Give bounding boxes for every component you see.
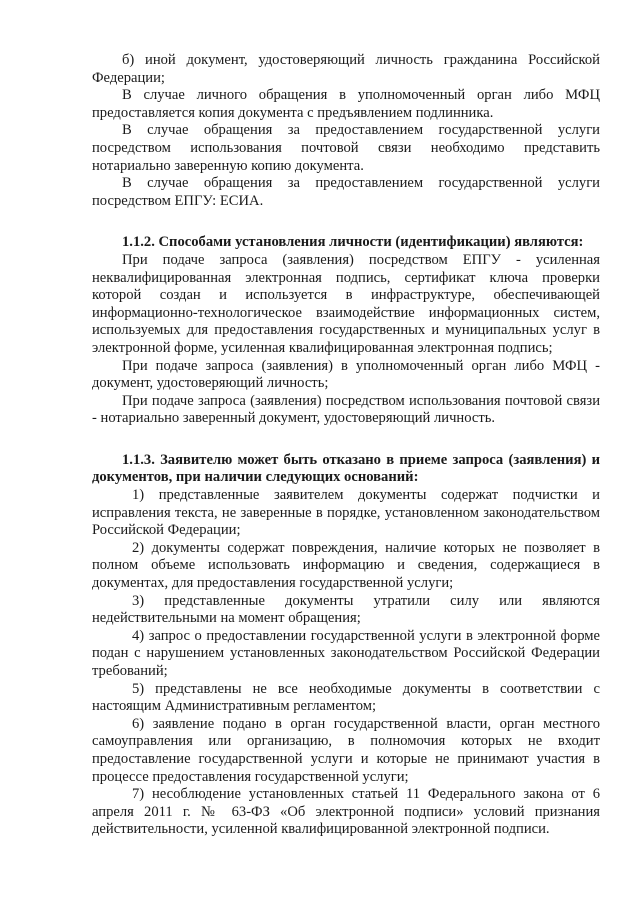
refusal-reason-item: 2) документы содержат повреждения, наличие которых не позволяет в полном объеме использовать информацию и сведения, содержащиеся в документах, для предоставления государственной услуги;	[92, 539, 600, 592]
refusal-reason-item: 6) заявление подано в орган государственной власти, орган местного самоуправления или организацию, в полномочия которых не входит предоставление государственной услуги и которые не принимают участия в процессе предоставления государственной услуги;	[92, 715, 600, 785]
section-1-1-2-number: 1.1.2.	[122, 234, 155, 251]
section-1-1-2-heading	[92, 234, 600, 252]
section-1-1-2-paragraph: При подаче запроса (заявления) посредством использования почтовой связи - нотариально заверенный документ, удостоверяющий личность.	[92, 392, 600, 427]
section-1-1-2-paragraph: При подаче запроса (заявления) в уполномоченный орган либо МФЦ - документ, удостоверяющий личность;	[92, 357, 600, 392]
intro-postal-appeal: В случае обращения за предоставлением государственной услуги посредством использования почтовой связи необходимо представить нотариально заверенную копию документа.	[92, 122, 600, 174]
refusal-reason-item: 5) представлены не все необходимые документы в соответствии с настоящим Административным регламентом;	[92, 680, 600, 715]
section-1-1-2-paragraph: При подаче запроса (заявления) посредством ЕПГУ - усиленная неквалифицированная электронная подпись, сертификат ключа проверки которой создан и используется в инфраструктуре, обеспечивающей информационно-технологическое взаимодействие информационных систем, используемых для предоставления государственных и муниципальных услуг в электронной форме, усиленная квалифицированная электронная подпись;	[92, 251, 600, 356]
refusal-reason-item: 1) представленные заявителем документы содержат подчистки и исправления текста, не заверенные в порядке, установленном законодательством Российской Федерации;	[92, 487, 600, 539]
intro-personal-appeal: В случае личного обращения в уполномоченный орган либо МФЦ предоставляется копия документа с предъявлением подлинника.	[92, 87, 600, 121]
intro-epgu-appeal: В случае обращения за предоставлением государственной услуги посредством ЕПГУ: ЕСИА.	[92, 175, 600, 209]
refusal-reason-item: 3) представленные документы утратили силу или являются недействительными на момент обращения;	[92, 592, 600, 627]
refusal-reason-item: 4) запрос о предоставлении государственной услуги в электронной форме подан с нарушением установленных законодательством Российской Федерации требований;	[92, 627, 600, 679]
section-1-1-2-title: Способами установления личности (идентификации) являются:	[158, 234, 584, 251]
intro-item-b: б) иной документ, удостоверяющий личность гражданина Российской Федерации;	[92, 52, 600, 86]
section-1-1-3-number: 1.1.3.	[122, 451, 155, 468]
section-1-1-3-title: Заявителю может быть отказано в приеме запроса (заявления) и документов, при наличии следующих оснований:	[92, 451, 600, 486]
section-1-1-3-heading	[92, 452, 600, 487]
refusal-reason-item: 7) несоблюдение установленных статьей 11 Федерального закона от 6 апреля 2011 г. № 63-ФЗ «Об электронной подписи» условий признания действительности, усиленной квалифицированной электронной подписи.	[92, 786, 600, 838]
